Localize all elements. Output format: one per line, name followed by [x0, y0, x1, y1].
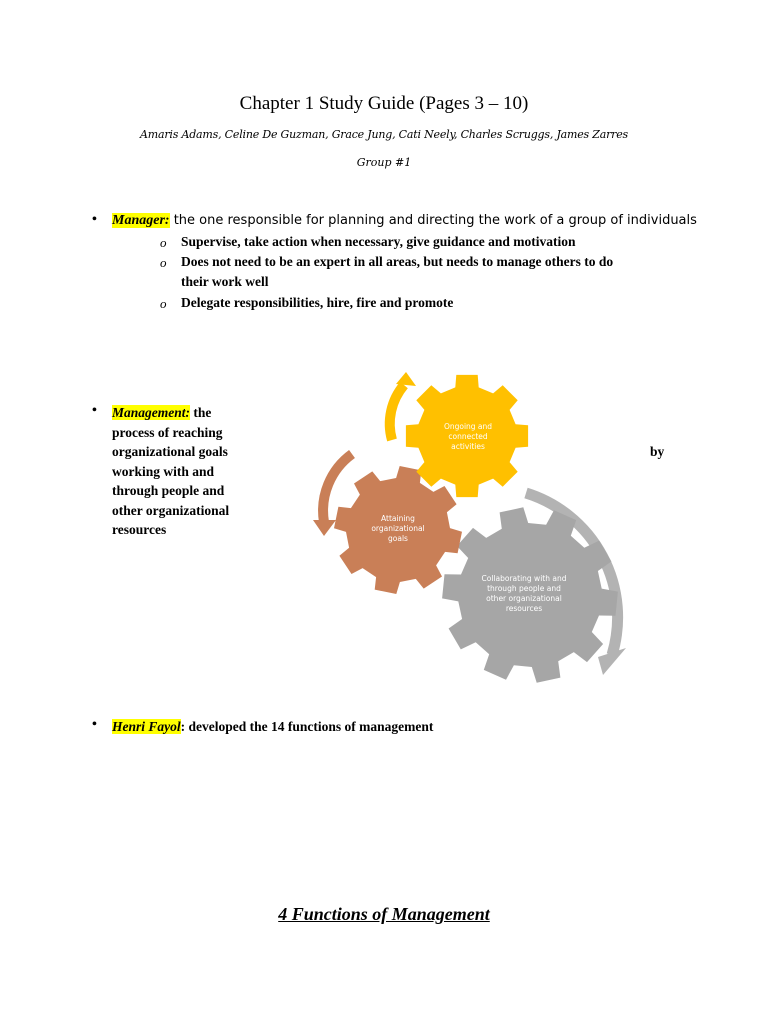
- gears-diagram: [300, 365, 650, 690]
- gear-orange-label: [355, 514, 441, 544]
- manager-definition-text: the one responsible for planning and directing the work of a group of individuals: [169, 213, 697, 228]
- management-line-1-text: the: [190, 405, 212, 420]
- manager-subitem-1: Supervise, take action when necessary, give guidance and motivation: [181, 234, 576, 249]
- page-title: Chapter 1 Study Guide (Pages 3 – 10): [239, 93, 529, 114]
- management-line-1: [112, 403, 211, 423]
- gear-yellow-label-line: activities: [451, 442, 485, 451]
- management-term: Management:: [112, 405, 191, 420]
- fayol-line: [112, 717, 433, 737]
- manager-definition: [112, 213, 697, 229]
- gear-gray-label: [468, 574, 580, 614]
- orange-arrowhead: [313, 520, 336, 536]
- management-line-7: resources: [112, 522, 167, 537]
- management-trailing-by: by: [650, 444, 665, 459]
- gear-yellow-label: [425, 422, 511, 452]
- gear-yellow-label-line: connected: [448, 432, 488, 441]
- bullet-marker: •: [92, 403, 97, 418]
- manager-subitem-2-cont: their work well: [181, 274, 269, 289]
- functions-heading: 4 Functions of Management: [278, 904, 490, 924]
- yellow-cycle-arrow: [390, 385, 404, 440]
- gear-orange-label-line: organizational: [371, 524, 425, 533]
- gear-gray-label-line: through people and: [487, 584, 561, 593]
- management-line-5: through people and: [112, 483, 225, 498]
- management-line-6: other organizational: [112, 503, 230, 518]
- group-label: Group #1: [356, 156, 412, 169]
- bullet-marker: •: [92, 212, 97, 227]
- fayol-term: Henri Fayol: [112, 719, 181, 734]
- manager-term: Manager:: [112, 213, 170, 228]
- gear-orange-label-line: Attaining: [381, 514, 415, 523]
- gear-gray-label-line: resources: [505, 604, 543, 613]
- authors-line: Amaris Adams, Celine De Guzman, Grace Jung, Cati Neely, Charles Scruggs, James Zarres: [140, 128, 628, 141]
- sub-marker: o: [160, 255, 167, 270]
- gear-gray-label-line: other organizational: [486, 594, 562, 603]
- management-line-3: organizational goals: [112, 444, 228, 459]
- management-line-4: working with and: [112, 464, 215, 479]
- management-line-2: process of reaching: [112, 425, 223, 440]
- gear-yellow-label-line: Ongoing and: [443, 422, 493, 431]
- sub-marker: o: [160, 296, 167, 311]
- sub-marker: o: [160, 235, 167, 250]
- gear-orange-label-line: goals: [388, 534, 408, 543]
- manager-subitem-2: Does not need to be an expert in all areas, but needs to manage others to do: [181, 254, 614, 269]
- gear-gray-label-line: Collaborating with and: [481, 574, 567, 583]
- fayol-definition: : developed the 14 functions of management: [180, 719, 434, 734]
- manager-subitem-3: Delegate responsibilities, hire, fire and promote: [181, 295, 454, 310]
- bullet-marker: •: [92, 717, 97, 732]
- yellow-arrowhead: [396, 372, 416, 386]
